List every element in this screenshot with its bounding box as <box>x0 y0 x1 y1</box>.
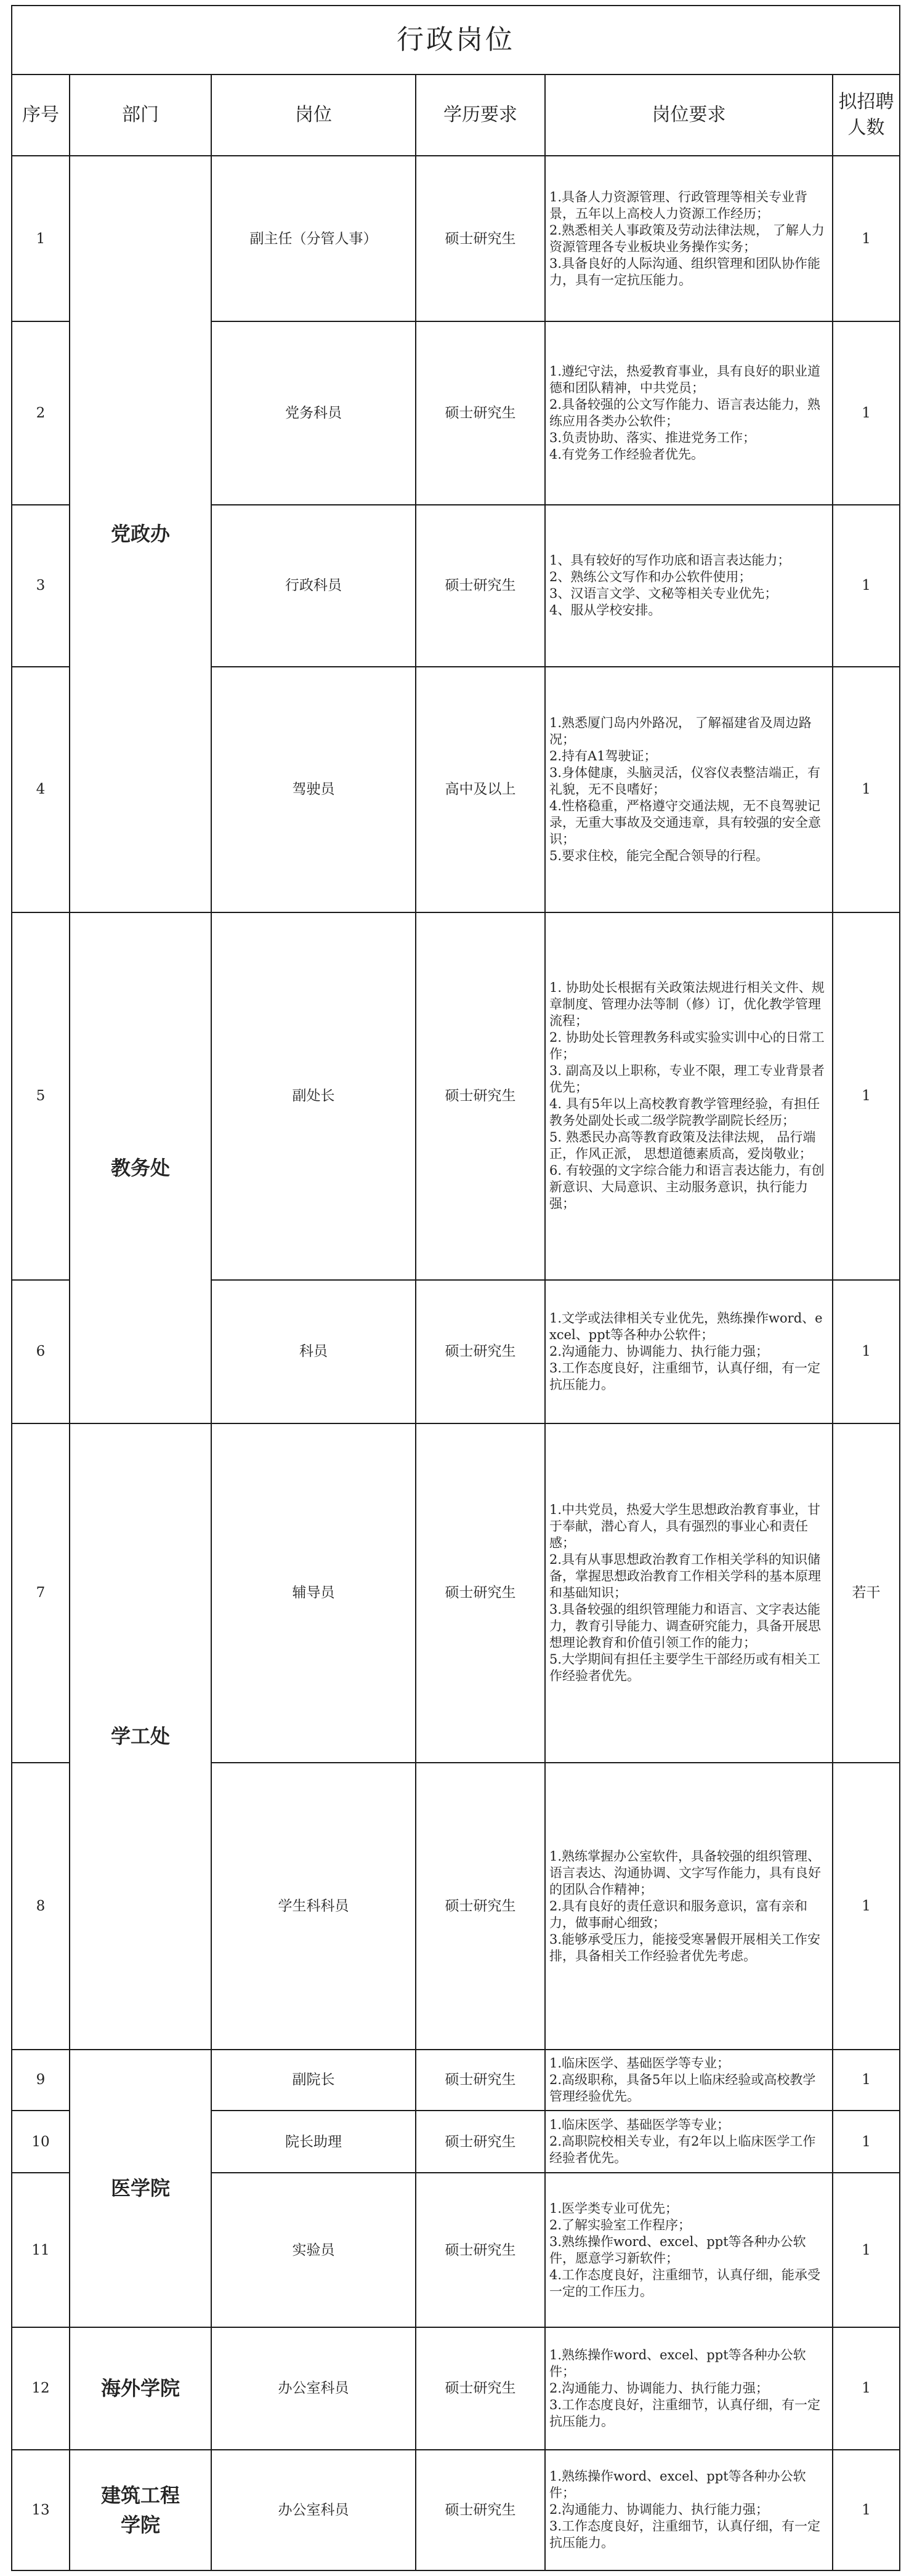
row-position: 实验员 <box>211 2173 416 2327</box>
row-position: 科员 <box>211 1280 416 1423</box>
row-edu: 硕士研究生 <box>416 156 545 321</box>
table-row <box>12 912 900 1280</box>
row-count: 1 <box>833 321 900 505</box>
requirement-line: 3. 副高及以上职称，专业不限，理工专业背景者优先； <box>549 1063 825 1095</box>
row-no: 2 <box>12 321 70 505</box>
requirement-line: 5.要求住校，能完全配合领导的行程。 <box>549 848 769 863</box>
requirement-line: 1.熟悉厦门岛内外路况， 了解福建省及周边路况； <box>549 715 812 747</box>
row-position: 辅导员 <box>211 1423 416 1763</box>
requirement-line: 1.具备人力资源管理、行政管理等相关专业背景，五年以上高校人力资源工作经历； <box>549 189 808 221</box>
positions-table <box>11 5 900 2571</box>
row-position: 院长助理 <box>211 2111 416 2173</box>
requirement-line: 3.具备良好的人际沟通、组织管理和团队协作能力，具有一定抗压能力。 <box>549 256 821 288</box>
requirement-line: 1.熟练掌握办公室软件，具备较强的组织管理、语言表达、沟通协调、文字写作能力，具有良好的团队合作精神； <box>549 1848 821 1897</box>
row-count: 1 <box>833 2111 900 2173</box>
row-count: 1 <box>833 2050 900 2111</box>
row-position: 副院长 <box>211 2050 416 2111</box>
requirement-line: 4.性格稳重，严格遵守交通法规，无不良驾驶记录，无重大事故及交通违章，具有较强的安全意识； <box>549 798 821 847</box>
table-row <box>12 2050 900 2111</box>
row-no: 8 <box>12 1763 70 2050</box>
recruitment-sheet <box>11 5 899 2571</box>
requirement-line: 2.了解实验室工作程序； <box>549 2217 692 2232</box>
row-edu: 硕士研究生 <box>416 2450 545 2570</box>
requirement-line: 3.工作态度良好，注重细节，认真仔细，有一定抗压能力。 <box>549 2397 821 2429</box>
dept-name: 建筑工程学院 <box>100 2483 180 2537</box>
requirement-line: 1.临床医学、基础医学等专业； <box>549 2055 730 2071</box>
header-count: 拟招聘人数 <box>833 74 900 156</box>
row-requirements <box>545 2327 833 2449</box>
requirement-line: 2、熟练公文写作和办公软件使用； <box>549 570 752 585</box>
row-count: 1 <box>833 505 900 667</box>
requirement-line: 3.负责协助、落实、推进党务工作； <box>549 430 756 445</box>
requirement-line: 2.具备较强的公文写作能力、语言表达能力，熟练应用各类办公软件； <box>549 397 821 429</box>
row-requirements <box>545 2173 833 2327</box>
requirement-line: 2.熟悉相关人事政策及劳动法律法规， 了解人力资源管理各专业板块业务操作实务； <box>549 222 825 254</box>
requirement-line: 3.具备较强的组织管理能力和语言、文字表达能力，教育引导能力、调查研究能力，具备开展思想理论教育和价值引领工作的能力； <box>549 1601 821 1650</box>
requirement-line: 5.大学期间有担任主要学生干部经历或有相关工作经验者优先。 <box>549 1651 821 1683</box>
requirement-line: 1. 协助处长根据有关政策法规进行相关文件、规章制度、管理办法等制（修）订，优化教学管理流程； <box>549 980 825 1029</box>
dept-cell: 医学院 <box>70 2050 211 2327</box>
requirement-line: 1、具有较好的写作功底和语言表达能力； <box>549 553 791 568</box>
row-position: 办公室科员 <box>211 2327 416 2449</box>
requirement-line: 2.具有从事思想政治教育工作相关学科的知识储备，掌握思想政治教育工作相关学科的基本原理和基础知识； <box>549 1552 821 1600</box>
requirement-line: 2. 协助处长管理教务科或实验实训中心的日常工作； <box>549 1030 825 1062</box>
requirement-line: 1.医学类专业可优先； <box>549 2200 679 2216</box>
table-row <box>12 1423 900 1763</box>
row-count: 1 <box>833 156 900 321</box>
header-position: 岗位 <box>211 74 416 156</box>
row-edu: 硕士研究生 <box>416 1763 545 2050</box>
row-position: 驾驶员 <box>211 667 416 912</box>
dept-cell: 学工处 <box>70 1423 211 2050</box>
row-requirements <box>545 1280 833 1423</box>
row-no: 1 <box>12 156 70 321</box>
table-row <box>12 2327 900 2449</box>
requirement-line: 4.有党务工作经验者优先。 <box>549 447 705 462</box>
requirement-line: 3.工作态度良好，注重细节，认真仔细，有一定抗压能力。 <box>549 1360 821 1392</box>
requirement-line: 3、汉语言文学、文秘等相关专业优先； <box>549 586 778 602</box>
requirement-line: 3.工作态度良好，注重细节，认真仔细，有一定抗压能力。 <box>549 2519 821 2551</box>
requirement-line: 1.遵纪守法，热爱教育事业，具有良好的职业道德和团队精神，中共党员； <box>549 364 821 395</box>
row-edu: 硕士研究生 <box>416 1423 545 1763</box>
row-requirements <box>545 912 833 1280</box>
row-count: 1 <box>833 2173 900 2327</box>
requirement-line: 1.熟练操作word、excel、ppt等各种办公软件； <box>549 2347 806 2379</box>
row-edu: 硕士研究生 <box>416 2111 545 2173</box>
dept-cell: 教务处 <box>70 912 211 1423</box>
header-edu: 学历要求 <box>416 74 545 156</box>
requirement-line: 2.沟通能力、协调能力、执行能力强； <box>549 1343 769 1359</box>
row-count: 若干 <box>833 1423 900 1763</box>
row-requirements <box>545 667 833 912</box>
header-row <box>12 74 900 156</box>
row-requirements <box>545 321 833 505</box>
row-requirements <box>545 156 833 321</box>
row-count: 1 <box>833 912 900 1280</box>
row-position: 副处长 <box>211 912 416 1280</box>
row-requirements <box>545 2050 833 2111</box>
row-requirements <box>545 505 833 667</box>
requirement-line: 1.熟练操作word、excel、ppt等各种办公软件； <box>549 2469 806 2501</box>
dept-cell: 海外学院 <box>70 2327 211 2449</box>
row-no: 6 <box>12 1280 70 1423</box>
row-position: 副主任（分管人事） <box>211 156 416 321</box>
row-count: 1 <box>833 667 900 912</box>
row-count: 1 <box>833 1280 900 1423</box>
requirement-line: 1.文学或法律相关专业优先，熟练操作word、excel、ppt等各种办公软件； <box>549 1310 823 1342</box>
requirement-line: 2.持有A1驾驶证； <box>549 748 657 763</box>
row-no: 13 <box>12 2450 70 2570</box>
row-no: 12 <box>12 2327 70 2449</box>
header-req: 岗位要求 <box>545 74 833 156</box>
requirement-line: 4.工作态度良好，注重细节，认真仔细，能承受一定的工作压力。 <box>549 2267 821 2299</box>
dept-cell: 党政办 <box>70 156 211 912</box>
row-count: 1 <box>833 2327 900 2449</box>
requirement-line: 2.沟通能力、协调能力、执行能力强； <box>549 2502 769 2518</box>
row-requirements <box>545 1423 833 1763</box>
dept-cell <box>70 2450 211 2570</box>
row-no: 10 <box>12 2111 70 2173</box>
row-position: 党务科员 <box>211 321 416 505</box>
row-count: 1 <box>833 1763 900 2050</box>
row-edu: 硕士研究生 <box>416 2327 545 2449</box>
row-no: 11 <box>12 2173 70 2327</box>
requirement-line: 3.身体健康，头脑灵活，仪容仪表整洁端正，有礼貌，无不良嗜好； <box>549 765 821 797</box>
requirement-line: 3.熟练操作word、excel、ppt等各种办公软件，愿意学习新软件； <box>549 2234 806 2266</box>
row-edu: 高中及以上 <box>416 667 545 912</box>
table-title: 行政岗位 <box>12 6 900 74</box>
requirement-line: 5. 熟悉民办高等教育政策及法律法规， 品行端正，作风正派， 思想道德素质高，爱岗敬业； <box>549 1130 816 1162</box>
row-requirements <box>545 2111 833 2173</box>
row-position: 学生科科员 <box>211 1763 416 2050</box>
row-position: 行政科员 <box>211 505 416 667</box>
row-edu: 硕士研究生 <box>416 321 545 505</box>
row-no: 7 <box>12 1423 70 1763</box>
requirement-line: 4. 具有5年以上高校教育教学管理经验，有担任教务处副处长或二级学院教学副院长经历； <box>549 1097 820 1129</box>
row-no: 4 <box>12 667 70 912</box>
row-requirements <box>545 2450 833 2570</box>
requirement-line: 1.中共党员，热爱大学生思想政治教育事业，甘于奉献，潜心育人，具有强烈的事业心和责任感； <box>549 1502 821 1550</box>
row-position: 办公室科员 <box>211 2450 416 2570</box>
table-row <box>12 156 900 321</box>
requirement-line: 6. 有较强的文字综合能力和语言表达能力，有创新意识、大局意识、主动服务意识，执行能力强； <box>549 1163 825 1212</box>
row-edu: 硕士研究生 <box>416 505 545 667</box>
header-no: 序号 <box>12 74 70 156</box>
row-requirements <box>545 1763 833 2050</box>
header-dept: 部门 <box>70 74 211 156</box>
requirement-line: 3.能够承受压力，能接受寒暑假开展相关工作安排，具备相关工作经验者优先考虑。 <box>549 1931 821 1963</box>
row-edu: 硕士研究生 <box>416 2173 545 2327</box>
row-no: 3 <box>12 505 70 667</box>
row-no: 5 <box>12 912 70 1280</box>
row-no: 9 <box>12 2050 70 2111</box>
row-edu: 硕士研究生 <box>416 912 545 1280</box>
requirement-line: 2.高职院校相关专业，有2年以上临床医学工作经验者优先。 <box>549 2134 816 2166</box>
row-count: 1 <box>833 2450 900 2570</box>
requirement-line: 2.高级职称，具备5年以上临床经验或高校教学管理经验优先。 <box>549 2072 816 2104</box>
row-edu: 硕士研究生 <box>416 1280 545 1423</box>
requirement-line: 4、服从学校安排。 <box>549 603 661 618</box>
requirement-line: 2.沟通能力、协调能力、执行能力强； <box>549 2380 769 2396</box>
row-edu: 硕士研究生 <box>416 2050 545 2111</box>
requirement-line: 1.临床医学、基础医学等专业； <box>549 2117 730 2133</box>
table-row <box>12 2450 900 2570</box>
requirement-line: 2.具有良好的责任意识和服务意识，富有亲和力，做事耐心细致； <box>549 1898 808 1930</box>
